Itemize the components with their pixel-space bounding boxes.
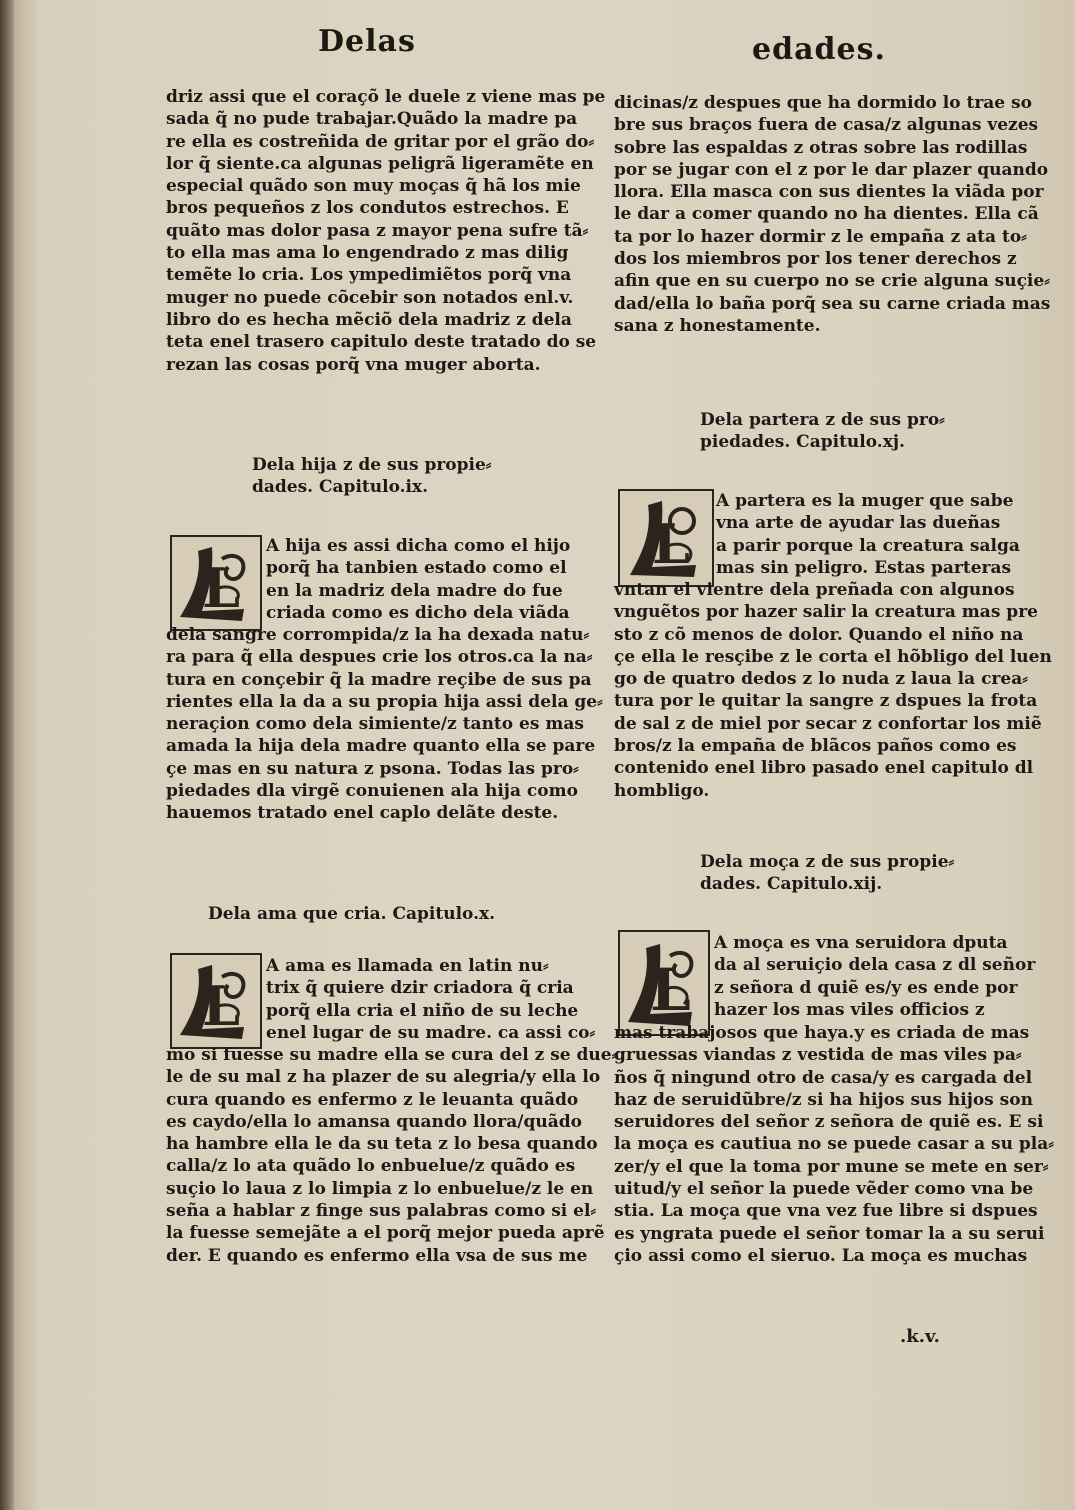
ornament-icon [172, 955, 260, 1047]
text-line: re ella es costreñida de gritar por el grão do⸗ [166, 131, 595, 152]
text-line: z señora d quiẽ es/y es ende por [714, 977, 1018, 998]
drop-cap-l-hija [170, 535, 262, 631]
text-line: seña a hablar z finge sus palabras como si el⸗ [166, 1201, 597, 1222]
left-paragraph-1 [166, 86, 606, 376]
text-line: de sal z de miel por secar z confortar los miẽ [614, 713, 1042, 734]
text-line: le de su mal z ha plazer de su alegria/y ella lo [166, 1067, 601, 1088]
ornament-icon [620, 491, 712, 585]
text-line: A hija es assi dicha como el hijo [266, 536, 571, 556]
text-line: afin que en su cuerpo no se crie alguna suçie⸗ [614, 271, 1050, 292]
page-gutter [0, 0, 14, 1510]
text-line: vna arte de ayudar las dueñas [716, 513, 1001, 534]
text-line: teta enel trasero capitulo deste tratado do se [166, 332, 597, 353]
text-line: llora. Ella masca con sus dientes la viãda por [614, 182, 1044, 203]
text-line: es caydo/ella lo amansa quando llora/quãdo [166, 1111, 582, 1132]
text-line: porq̃ ha tanbien estado como el [266, 558, 567, 579]
drop-cap-l-ama [170, 953, 262, 1049]
left-paragraph-2 [166, 624, 603, 825]
text-line: uitud/y el señor la puede vẽder como vna be [614, 1179, 1034, 1200]
text-line: calla/z lo ata quãdo lo enbuelue/z quãdo es [166, 1156, 576, 1177]
text-line: to ella mas ama lo engendrado z mas dilig [166, 243, 569, 264]
text-line: neraçion como dela simiente/z tanto es mas [166, 714, 584, 735]
right-paragraph-2-indented [716, 490, 1020, 579]
left-heading-ama [208, 903, 495, 925]
left-paragraph-3 [166, 1044, 618, 1267]
drop-cap-letter: L [650, 956, 691, 1024]
text-line: Dela hija z de sus propie⸗ [252, 455, 492, 475]
text-line: çe mas en su natura z psona. Todas las pro⸗ [166, 758, 579, 779]
drop-cap-letter: L [202, 556, 240, 620]
text-line: go de quatro dedos z lo nuda z laua la crea⸗ [614, 669, 1028, 690]
right-paragraph-1 [614, 92, 1051, 337]
text-line: Dela moça z de sus propie⸗ [700, 852, 955, 872]
ornament-icon [620, 932, 708, 1034]
text-line: libro do es hecha mẽciõ dela madriz z dela [166, 309, 572, 330]
text-line: tura por le quitar la sangre z dspues la frota [614, 691, 1038, 712]
text-line: haz de seruidũbre/z si ha hijos sus hijos son [614, 1089, 1033, 1110]
text-line: mas sin peligro. Estas parteras [716, 557, 1012, 578]
text-line: dades. Capitulo.ix. [252, 477, 429, 498]
text-line: Dela partera z de sus pro⸗ [700, 410, 945, 430]
text-line: rientes ella la da a su propia hija assi dela ge⸗ [166, 691, 603, 712]
text-line: dad/ella lo baña porq̃ sea su carne criada mas [614, 293, 1051, 314]
text-line: zer/y el que la toma por mune se mete en ser⸗ [614, 1156, 1049, 1177]
text-line: dos los miembros por los tener derechos z [614, 249, 1017, 270]
text-line: vnguẽtos por hazer salir la creatura mas pre [614, 602, 1038, 623]
text-line: criada como es dicho dela viãda [266, 602, 570, 623]
text-line: suçio lo laua z lo limpia z lo enbuelue/z le en [166, 1178, 594, 1199]
text-line: hauemos tratado enel caplo delãte deste. [166, 803, 559, 824]
text-line: A partera es la muger que sabe [716, 491, 1014, 511]
drop-cap-letter: L [652, 512, 690, 576]
text-line: amada la hija dela madre quanto ella se pare [166, 736, 596, 757]
right-heading-moca [700, 851, 954, 896]
text-line: sobre las espaldas z otras sobre las rodillas [614, 137, 1028, 158]
text-line: sada q̃ no pude trabajar.Quãdo la madre pa [166, 109, 578, 130]
running-head-left: Delas [318, 24, 416, 59]
text-line: gruessas viandas z vestida de mas viles pa⸗ [614, 1045, 1022, 1066]
text-line: der. E quando es enfermo ella vsa de sus me [166, 1245, 588, 1266]
text-line: A ama es llamada en latin nu⸗ [266, 956, 549, 976]
text-line: a parir porque la creatura salga [716, 535, 1020, 556]
text-line: driz assi que el coraçõ le duele z viene mas pe [166, 87, 606, 107]
text-line: dades. Capitulo.xij. [700, 874, 883, 895]
text-line: quãto mas dolor pasa z mayor pena sufre tã⸗ [166, 220, 589, 241]
text-line: dela sangre corrompida/z la ha dexada natu⸗ [166, 625, 590, 645]
text-line: es yngrata puede el señor tomar la a su serui [614, 1223, 1045, 1244]
text-line: piedades dla virgẽ conuienen ala hija como [166, 781, 578, 802]
text-line: bre sus braços fuera de casa/z algunas vezes [614, 115, 1039, 136]
text-line: da al seruiçio dela casa z dl señor [714, 955, 1036, 976]
text-line: la moça es cautiua no se puede casar a su pla⸗ [614, 1134, 1054, 1155]
text-line: ños q̃ ningund otro de casa/y es cargada del [614, 1067, 1033, 1088]
text-line: seruidores del señor z señora de quiẽ es. E si [614, 1112, 1044, 1133]
text-line: hazer los mas viles officios z [714, 999, 985, 1020]
text-line: Dela ama que cria. Capitulo.x. [208, 904, 496, 924]
text-line: le dar a comer quando no ha dientes. Ella cã [614, 204, 1039, 225]
right-paragraph-3 [614, 1022, 1054, 1267]
right-paragraph-3-indented [714, 932, 1036, 1021]
left-paragraph-2-indented [266, 535, 571, 624]
text-line: piedades. Capitulo.xj. [700, 432, 905, 453]
right-heading-partera [700, 409, 945, 454]
text-line: sto z cõ menos de dolor. Quando el niño na [614, 624, 1024, 645]
text-line: hombligo. [614, 780, 710, 801]
text-line: lor q̃ siente.ca algunas peligrã ligeramẽte en [166, 153, 594, 174]
text-line: rezan las cosas porq̃ vna muger aborta. [166, 354, 541, 375]
text-line: sana z honestamente. [614, 315, 821, 336]
text-line: por se jugar con el z por le dar plazer quando [614, 159, 1049, 180]
left-heading-hija [252, 454, 491, 499]
text-line: en la madriz dela madre do fue [266, 580, 563, 601]
text-line: çio assi como el sieruo. La moça es muchas [614, 1245, 1028, 1266]
text-line: vntan el vientre dela preñada con algunos [614, 580, 1015, 600]
text-line: ha hambre ella le da su teta z lo besa quando [166, 1134, 598, 1155]
text-line: mo si fuesse su madre ella se cura del z se due⸗ [166, 1045, 618, 1065]
left-paragraph-3-indented [266, 955, 596, 1044]
drop-cap-l-partera [618, 489, 714, 587]
text-line: bros pequeños z los condutos estrechos. E [166, 198, 569, 219]
running-head-right: edades. [752, 32, 886, 67]
drop-cap-letter: L [202, 974, 240, 1038]
text-line: stia. La moça que vna vez fue libre si dspues [614, 1201, 1038, 1222]
text-line: A moça es vna seruidora dputa [714, 933, 1008, 953]
text-line: temẽte lo cria. Los ympedimiẽtos porq̃ vna [166, 265, 572, 286]
text-line: tura en conçebir q̃ la madre reçibe de sus pa [166, 669, 592, 690]
text-line: dicinas/z despues que ha dormido lo trae so [614, 93, 1032, 113]
ornament-icon [172, 537, 260, 629]
text-line: contenido enel libro pasado enel capitulo dl [614, 758, 1034, 779]
text-line: cura quando es enfermo z le leuanta quãdo [166, 1089, 579, 1110]
signature-mark: .k.v. [900, 1326, 940, 1347]
text-line: enel lugar de su madre. ca assi co⸗ [266, 1022, 596, 1043]
text-line: porq̃ ella cria el niño de su leche [266, 1000, 579, 1021]
text-line: la fuesse semejãte a el porq̃ mejor pueda aprẽ [166, 1223, 605, 1244]
text-line: muger no puede cõcebir son notados enl.v. [166, 287, 574, 308]
drop-cap-l-moca [618, 930, 710, 1036]
text-line: ra para q̃ ella despues crie los otros.ca la na⸗ [166, 647, 593, 668]
text-line: çe ella le resçibe z le corta el hõbligo del luen [614, 646, 1052, 667]
text-line: especial quãdo son muy moças q̃ hã los mie [166, 176, 581, 197]
right-paragraph-2 [614, 579, 1052, 802]
text-line: mas trabajosos que haya.y es criada de mas [614, 1023, 1030, 1043]
text-line: bros/z la empaña de blãcos paños como es [614, 736, 1017, 757]
text-line: ta por lo hazer dormir z le empaña z ata to⸗ [614, 226, 1027, 247]
text-line: trix q̃ quiere dzir criadora q̃ cria [266, 978, 574, 999]
